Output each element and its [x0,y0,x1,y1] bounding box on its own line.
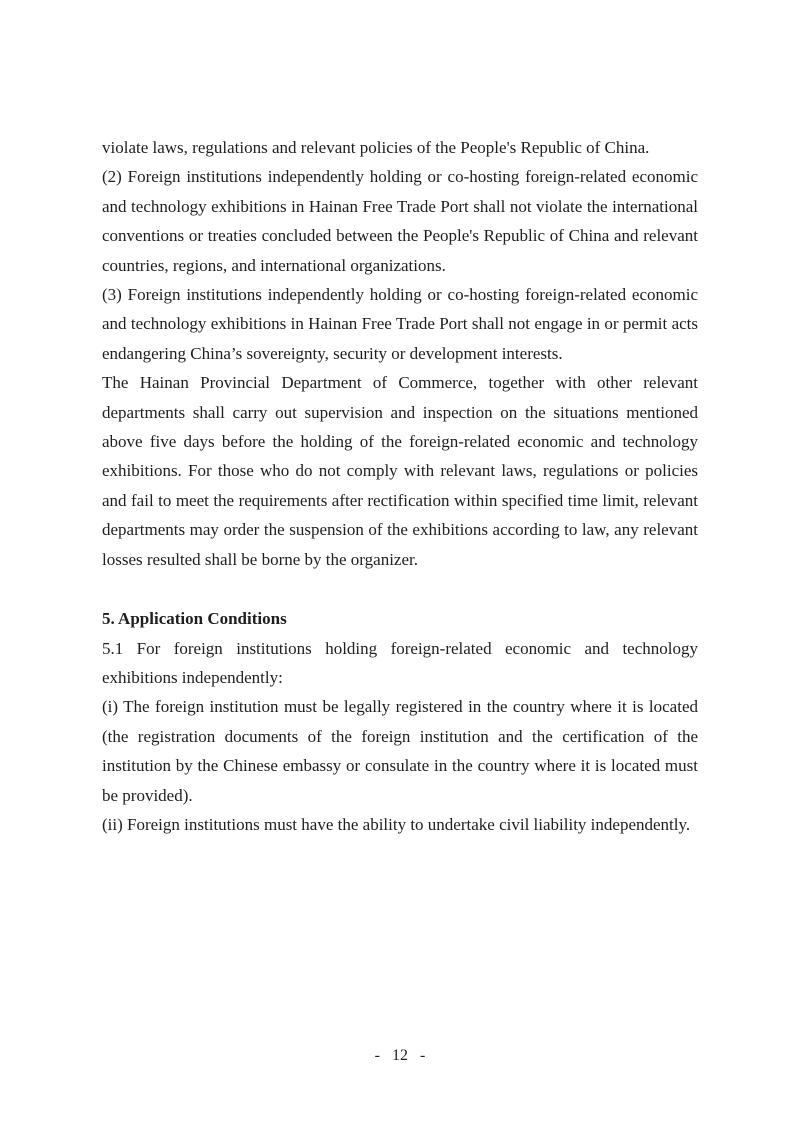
paragraph-5-1-intro: 5.1 For foreign institutions holding foreign-related economic and technology exhibitions independently: [102,638,698,687]
paragraph-item-2-foreign-institutions: (2) Foreign institutions independently holding or co-hosting foreign-related economic and technology exhibitions in Hainan Free Trade Port shall not violate the international conventions or treaties concluded between the People's Republic of China and relevant countries, regions, and international organizations. [102,167,698,275]
paragraph-item-3-foreign-institutions: (3) Foreign institutions independently holding or co-hosting foreign-related economic and technology exhibitions in Hainan Free Trade Port shall not engage in or permit acts endangering China’s sovereignty, security or development interests. [102,285,698,363]
page-number: - 12 - [374,1047,426,1064]
section-heading-application-conditions: 5. Application Conditions [102,609,287,629]
paragraph-condition-ii: (ii) Foreign institutions must have the ability to undertake civil liability independently. [102,814,691,834]
paragraph-supervision-inspection: The Hainan Provincial Department of Commerce, together with other relevant departments shall carry out supervision and inspection on the situations mentioned above five days before the holding of the foreign-related economic and technology exhibitions. For those who do not comply with relevant laws, regulations or policies and fail to meet the requirements after rectification within specified time limit, relevant departments may order the suspension of the exhibitions according to law, any relevant losses resulted shall be borne by the organizer. [102,373,698,569]
document-body [102,133,698,839]
paragraph-continuation-violate-laws: violate laws, regulations and relevant policies of the People's Republic of China. [102,138,650,157]
paragraph-condition-i: (i) The foreign institution must be legally registered in the country where it is located (the registration documents of the foreign institution and the certification of the institution by the Chinese embassy or consulate in the country where it is located must be provided). [102,697,698,805]
